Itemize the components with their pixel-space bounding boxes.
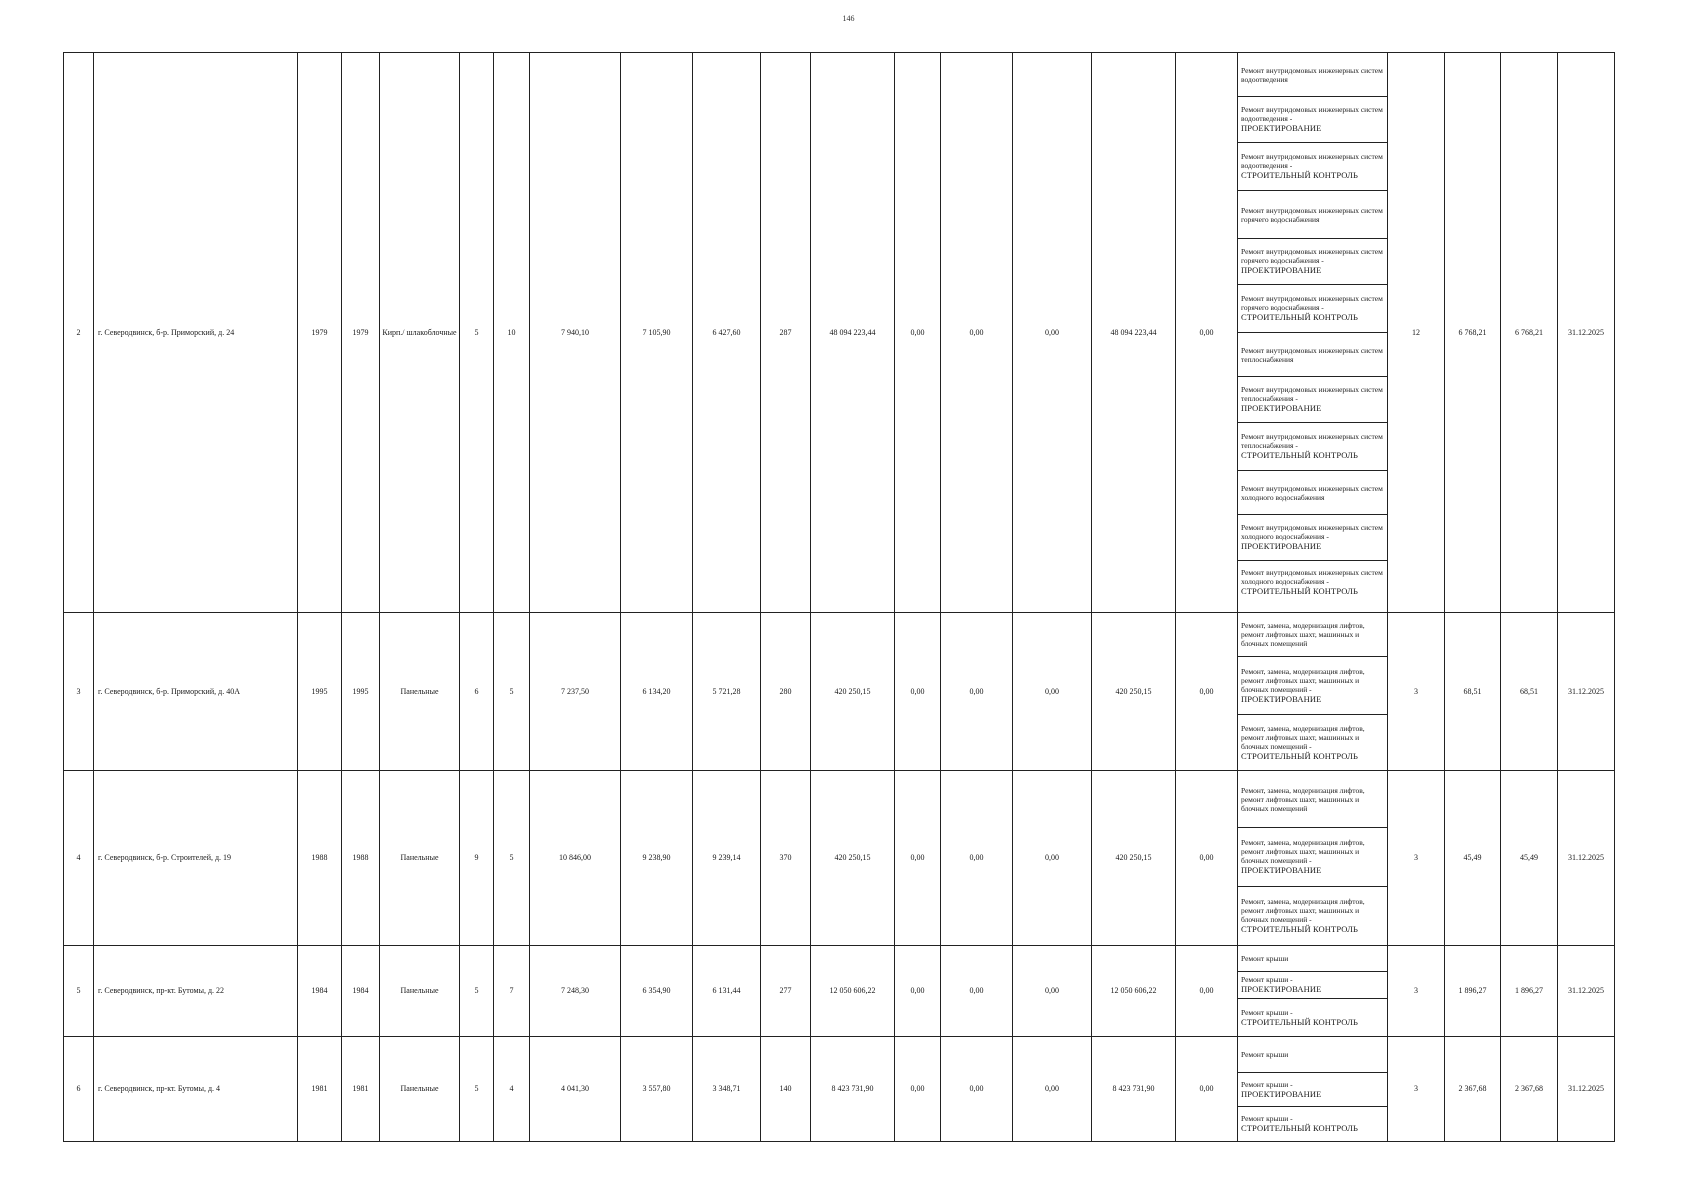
address: г. Северодвинск, б-р. Приморский, д. 40А [94,613,298,771]
year-built: 1981 [298,1037,342,1142]
cost-total: 420 250,15 [811,613,895,771]
cost-budget-local: 0,00 [1013,946,1092,1037]
work-item [1238,657,1387,715]
cost-owners: 420 250,15 [1092,613,1176,771]
cost-other: 0,00 [1176,53,1238,613]
work-item [1238,285,1387,333]
works-list [1238,946,1388,1037]
cost-budget-local: 0,00 [1013,1037,1092,1142]
floors: 5 [460,946,494,1037]
address: г. Северодвинск, б-р. Строителей, д. 19 [94,771,298,946]
deadline: 31.12.2025 [1558,53,1615,613]
work-item [1238,515,1387,561]
works-list [1238,1037,1388,1142]
work-item [1238,239,1387,285]
entrances: 5 [494,771,530,946]
unit-cost: 6 768,21 [1445,53,1501,613]
cost-fund: 0,00 [895,53,941,613]
work-title: Ремонт внутридомовых инженерных систем водоотведения [1241,65,1383,84]
wall-material: Панельные [380,771,460,946]
work-item [1238,972,1387,999]
floors: 9 [460,771,494,946]
work-title: Ремонт крыши - [1241,1079,1293,1089]
work-title: Ремонт, замена, модернизация лифтов, ремонт лифтовых шахт, машинных и блочных помещений [1241,621,1365,648]
unit-cost-max: 68,51 [1501,613,1558,771]
cost-owners: 420 250,15 [1092,771,1176,946]
unit-cost: 1 896,27 [1445,946,1501,1037]
work-item [1238,828,1387,887]
year-commission: 1988 [342,771,380,946]
area-total: 7 248,30 [530,946,621,1037]
table-row [64,53,1615,613]
entrances: 5 [494,613,530,771]
work-title: Ремонт, замена, модернизация лифтов, ремонт лифтовых шахт, машинных и блочных помещений [1241,785,1365,813]
work-item [1238,771,1387,828]
work-item [1238,333,1387,377]
table-row [64,771,1615,946]
work-item [1238,715,1387,770]
work-stage: ПРОЕКТИРОВАНИЕ [1241,693,1322,704]
cost-budget-region: 0,00 [941,613,1013,771]
deadline: 31.12.2025 [1558,771,1615,946]
work-stage: СТРОИТЕЛЬНЫЙ КОНТРОЛЬ [1241,924,1358,935]
year-commission: 1979 [342,53,380,613]
work-title: Ремонт внутридомовых инженерных систем теплоснабжения [1241,345,1383,364]
work-stage: ПРОЕКТИРОВАНИЕ [1241,265,1322,276]
work-count: 3 [1388,613,1445,771]
deadline: 31.12.2025 [1558,946,1615,1037]
unit-cost-max: 1 896,27 [1501,946,1558,1037]
works-list [1238,613,1388,771]
table-row [64,946,1615,1037]
work-item [1238,471,1387,515]
work-item [1238,561,1387,603]
works-list [1238,53,1388,613]
work-stage: СТРОИТЕЛЬНЫЙ КОНТРОЛЬ [1241,1123,1358,1134]
work-title: Ремонт, замена, модернизация лифтов, ремонт лифтовых шахт, машинных и блочных помещений - [1241,838,1365,866]
cost-fund: 0,00 [895,1037,941,1142]
address: г. Северодвинск, пр-кт. Бутомы, д. 22 [94,946,298,1037]
cost-budget-region: 0,00 [941,53,1013,613]
work-title: Ремонт, замена, модернизация лифтов, ремонт лифтовых шахт, машинных и блочных помещений - [1241,897,1365,925]
area-residential: 6 131,44 [693,946,761,1037]
residents-count: 370 [761,771,811,946]
work-count: 12 [1388,53,1445,613]
residents-count: 140 [761,1037,811,1142]
year-built: 1995 [298,613,342,771]
unit-cost-max: 6 768,21 [1501,53,1558,613]
cost-budget-region: 0,00 [941,771,1013,946]
floors: 5 [460,53,494,613]
cost-other: 0,00 [1176,613,1238,771]
area-total: 10 846,00 [530,771,621,946]
work-stage: СТРОИТЕЛЬНЫЙ КОНТРОЛЬ [1241,585,1358,596]
year-built: 1979 [298,53,342,613]
area-residential: 5 721,28 [693,613,761,771]
work-title: Ремонт внутридомовых инженерных систем холодного водоснабжения - [1241,567,1383,586]
entrances: 10 [494,53,530,613]
work-title: Ремонт, замена, модернизация лифтов, ремонт лифтовых шахт, машинных и блочных помещений - [1241,666,1365,694]
work-stage: СТРОИТЕЛЬНЫЙ КОНТРОЛЬ [1241,170,1358,181]
area-rooms: 7 105,90 [621,53,693,613]
work-item [1238,423,1387,471]
cost-other: 0,00 [1176,771,1238,946]
work-stage: ПРОЕКТИРОВАНИЕ [1241,123,1322,134]
year-commission: 1984 [342,946,380,1037]
cost-budget-local: 0,00 [1013,771,1092,946]
work-item [1238,191,1387,239]
year-commission: 1981 [342,1037,380,1142]
area-rooms: 3 557,80 [621,1037,693,1142]
year-built: 1988 [298,771,342,946]
area-residential: 9 239,14 [693,771,761,946]
work-stage: ПРОЕКТИРОВАНИЕ [1241,1088,1322,1099]
area-total: 4 041,30 [530,1037,621,1142]
deadline: 31.12.2025 [1558,613,1615,771]
row-number: 3 [64,613,94,771]
work-title: Ремонт внутридомовых инженерных систем теплоснабжения - [1241,432,1383,451]
work-stage: ПРОЕКТИРОВАНИЕ [1241,984,1322,995]
table-row [64,613,1615,771]
work-item [1238,97,1387,143]
work-title: Ремонт внутридомовых инженерных систем горячего водоснабжения - [1241,294,1383,313]
work-count: 3 [1388,771,1445,946]
row-number: 2 [64,53,94,613]
cost-owners: 48 094 223,44 [1092,53,1176,613]
wall-material: Панельные [380,946,460,1037]
work-stage: ПРОЕКТИРОВАНИЕ [1241,541,1322,552]
work-item [1238,143,1387,191]
work-title: Ремонт внутридомовых инженерных систем холодного водоснабжения - [1241,523,1383,542]
area-rooms: 9 238,90 [621,771,693,946]
cost-owners: 8 423 731,90 [1092,1037,1176,1142]
work-stage: СТРОИТЕЛЬНЫЙ КОНТРОЛЬ [1241,750,1358,761]
cost-fund: 0,00 [895,613,941,771]
work-count: 3 [1388,946,1445,1037]
works-list [1238,771,1388,946]
work-title: Ремонт внутридомовых инженерных систем горячего водоснабжения - [1241,247,1383,266]
unit-cost: 45,49 [1445,771,1501,946]
residents-count: 287 [761,53,811,613]
row-number: 5 [64,946,94,1037]
deadline: 31.12.2025 [1558,1037,1615,1142]
work-stage: СТРОИТЕЛЬНЫЙ КОНТРОЛЬ [1241,312,1358,323]
cost-other: 0,00 [1176,1037,1238,1142]
address: г. Северодвинск, б-р. Приморский, д. 24 [94,53,298,613]
work-title: Ремонт, замена, модернизация лифтов, ремонт лифтовых шахт, машинных и блочных помещений - [1241,723,1365,751]
table-row [64,1037,1615,1142]
unit-cost: 2 367,68 [1445,1037,1501,1142]
cost-budget-region: 0,00 [941,946,1013,1037]
work-item [1238,887,1387,945]
wall-material: Панельные [380,1037,460,1142]
wall-material: Панельные [380,613,460,771]
work-item [1238,377,1387,423]
cost-owners: 12 050 606,22 [1092,946,1176,1037]
work-title: Ремонт крыши - [1241,975,1293,985]
cost-fund: 0,00 [895,771,941,946]
work-stage: ПРОЕКТИРОВАНИЕ [1241,865,1322,876]
work-title: Ремонт крыши - [1241,1114,1293,1124]
residents-count: 277 [761,946,811,1037]
work-title: Ремонт внутридомовых инженерных систем холодного водоснабжения [1241,483,1383,502]
work-item [1238,1073,1387,1107]
capital-repair-table [63,52,1615,1142]
work-stage: СТРОИТЕЛЬНЫЙ КОНТРОЛЬ [1241,450,1358,461]
cost-budget-local: 0,00 [1013,613,1092,771]
entrances: 4 [494,1037,530,1142]
residents-count: 280 [761,613,811,771]
row-number: 6 [64,1037,94,1142]
work-stage: СТРОИТЕЛЬНЫЙ КОНТРОЛЬ [1241,1016,1358,1027]
page-number: 146 [842,14,855,23]
work-title: Ремонт внутридомовых инженерных систем водоотведения - [1241,105,1383,124]
work-item [1238,1037,1387,1073]
work-item [1238,999,1387,1036]
unit-cost-max: 45,49 [1501,771,1558,946]
entrances: 7 [494,946,530,1037]
work-item [1238,53,1387,97]
work-title: Ремонт крыши [1241,954,1289,963]
cost-fund: 0,00 [895,946,941,1037]
area-total: 7 940,10 [530,53,621,613]
work-count: 3 [1388,1037,1445,1142]
work-title: Ремонт внутридомовых инженерных систем теплоснабжения - [1241,385,1383,404]
cost-other: 0,00 [1176,946,1238,1037]
year-built: 1984 [298,946,342,1037]
cost-total: 8 423 731,90 [811,1037,895,1142]
area-residential: 6 427,60 [693,53,761,613]
cost-budget-local: 0,00 [1013,53,1092,613]
row-number: 4 [64,771,94,946]
year-commission: 1995 [342,613,380,771]
cost-budget-region: 0,00 [941,1037,1013,1142]
work-title: Ремонт крыши - [1241,1007,1293,1017]
unit-cost-max: 2 367,68 [1501,1037,1558,1142]
cost-total: 12 050 606,22 [811,946,895,1037]
area-rooms: 6 354,90 [621,946,693,1037]
address: г. Северодвинск, пр-кт. Бутомы, д. 4 [94,1037,298,1142]
cost-total: 420 250,15 [811,771,895,946]
area-rooms: 6 134,20 [621,613,693,771]
cost-total: 48 094 223,44 [811,53,895,613]
area-residential: 3 348,71 [693,1037,761,1142]
wall-material: Кирп./ шлакоблочные [380,53,460,613]
unit-cost: 68,51 [1445,613,1501,771]
area-total: 7 237,50 [530,613,621,771]
work-item [1238,1107,1387,1141]
work-title: Ремонт крыши [1241,1050,1289,1059]
work-stage: ПРОЕКТИРОВАНИЕ [1241,403,1322,414]
floors: 6 [460,613,494,771]
work-item [1238,613,1387,657]
work-item [1238,946,1387,972]
work-title: Ремонт внутридомовых инженерных систем горячего водоснабжения [1241,205,1383,224]
work-title: Ремонт внутридомовых инженерных систем водоотведения - [1241,152,1383,171]
floors: 5 [460,1037,494,1142]
